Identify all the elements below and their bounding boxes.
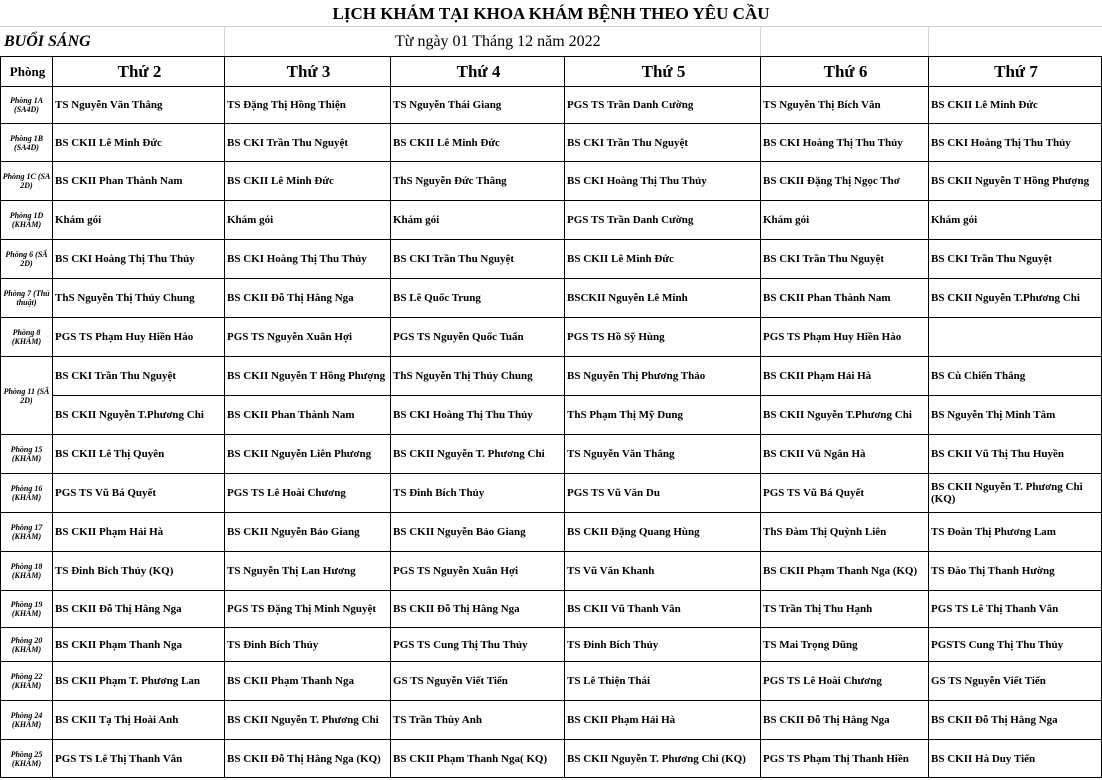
doctor-cell: ThS Phạm Thị Mỹ Dung — [565, 396, 761, 435]
doctor-cell: PGS TS Phạm Huy Hiền Hào — [53, 318, 225, 357]
table-row — [1, 396, 1102, 435]
doctor-cell: BS CKII Lê Minh Đức — [225, 162, 391, 201]
table-row — [1, 240, 1102, 279]
doctor-cell: BS CKII Phạm Thanh Nga( KQ) — [391, 740, 565, 778]
doctor-cell: Khám gói — [761, 201, 929, 240]
doctor-cell: BS CKI Hoàng Thị Thu Thủy — [761, 124, 929, 162]
doctor-cell: BS CKII Đỗ Thị Hằng Nga — [391, 591, 565, 628]
doctor-cell: BS CKII Nguyễn T.Phương Chi — [53, 396, 225, 435]
doctor-cell: PGS TS Trần Danh Cường — [565, 201, 761, 240]
doctor-cell: BS CKII Nguyễn T.Phương Chi — [761, 396, 929, 435]
doctor-cell: BS CKI Trần Thu Nguyệt — [53, 357, 225, 396]
doctor-cell: PGS TS Lê Hoài Chương — [225, 474, 391, 513]
doctor-cell: TS Nguyễn Văn Thắng — [565, 435, 761, 474]
room-label: Phòng 1B (SA4D) — [1, 124, 53, 162]
doctor-cell: BS CKII Đỗ Thị Hằng Nga — [225, 279, 391, 318]
doctor-cell: TS Trần Thùy Anh — [391, 701, 565, 740]
gridline — [928, 26, 929, 56]
room-label: Phòng 1A (SA4D) — [1, 87, 53, 124]
doctor-cell: BS CKI Hoàng Thị Thu Thủy — [225, 240, 391, 279]
table-row — [1, 591, 1102, 628]
doctor-cell: BS CKI Hoàng Thị Thu Thủy — [53, 240, 225, 279]
doctor-cell: TS Nguyễn Thái Giang — [391, 87, 565, 124]
doctor-cell: ThS Nguyễn Thị Thủy Chung — [391, 357, 565, 396]
doctor-cell: PGS TS Trần Danh Cường — [565, 87, 761, 124]
header-room: Phòng — [1, 57, 53, 87]
doctor-cell: TS Đinh Bích Thủy — [225, 628, 391, 662]
doctor-cell: BS CKII Đặng Thị Ngọc Thơ — [761, 162, 929, 201]
table-row — [1, 628, 1102, 662]
doctor-cell: Khám gói — [929, 201, 1102, 240]
doctor-cell: BS CKI Hoàng Thị Thu Thủy — [391, 396, 565, 435]
doctor-cell: BS CKII Nguyễn Bảo Giang — [391, 513, 565, 552]
doctor-cell: BS Cù Chiến Thắng — [929, 357, 1102, 396]
doctor-cell: TS Đinh Bích Thủy (KQ) — [53, 552, 225, 591]
doctor-cell: BS CKII Nguyễn T Hồng Phượng — [225, 357, 391, 396]
doctor-cell: BS CKII Vũ Thanh Vân — [565, 591, 761, 628]
doctor-cell: PGS TS Lê Thị Thanh Vân — [929, 591, 1102, 628]
doctor-cell: TS Vũ Văn Khanh — [565, 552, 761, 591]
room-label: Phòng 22 (KHÁM) — [1, 662, 53, 701]
doctor-cell: BS CKII Nguyễn Bảo Giang — [225, 513, 391, 552]
doctor-cell: Khám gói — [391, 201, 565, 240]
doctor-cell: PGS TS Vũ Văn Du — [565, 474, 761, 513]
doctor-cell: PGSTS Cung Thị Thu Thủy — [929, 628, 1102, 662]
doctor-cell: BS CKII Vũ Thị Thu Huyền — [929, 435, 1102, 474]
doctor-cell: BS CKII Phan Thành Nam — [53, 162, 225, 201]
header-row — [1, 57, 1102, 87]
doctor-cell: BS Lê Quốc Trung — [391, 279, 565, 318]
doctor-cell: BS CKII Nguyễn Liên Phương — [225, 435, 391, 474]
doctor-cell: BS CKII Nguyễn T. Phương Chi — [225, 701, 391, 740]
doctor-cell: TS Nguyễn Thị Bích Vân — [761, 87, 929, 124]
doctor-cell: TS Đặng Thị Hồng Thiện — [225, 87, 391, 124]
doctor-cell: GS TS Nguyễn Viết Tiến — [391, 662, 565, 701]
doctor-cell: BS CKI Hoàng Thị Thu Thủy — [565, 162, 761, 201]
doctor-cell: TS Đinh Bích Thủy — [565, 628, 761, 662]
header-day: Thứ 5 — [565, 57, 761, 87]
doctor-cell: ThS Đàm Thị Quỳnh Liên — [761, 513, 929, 552]
table-row — [1, 662, 1102, 701]
doctor-cell: BS CKII Phạm Hải Hà — [53, 513, 225, 552]
doctor-cell: Khám gói — [53, 201, 225, 240]
room-label: Phòng 17 (KHÁM) — [1, 513, 53, 552]
doctor-cell: TS Mai Trọng Dũng — [761, 628, 929, 662]
table-row — [1, 279, 1102, 318]
doctor-cell: BS CKII Lê Thị Quyên — [53, 435, 225, 474]
doctor-cell: TS Đào Thị Thanh Hường — [929, 552, 1102, 591]
room-label: Phòng 20 (KHÁM) — [1, 628, 53, 662]
table-row — [1, 435, 1102, 474]
doctor-cell: GS TS Nguyễn Viết Tiến — [929, 662, 1102, 701]
room-label: Phòng 16 (KHÁM) — [1, 474, 53, 513]
doctor-cell: PGS TS Vũ Bá Quyết — [761, 474, 929, 513]
doctor-cell: PGS TS Nguyễn Xuân Hợi — [391, 552, 565, 591]
room-label: Phòng 19 (KHÁM) — [1, 591, 53, 628]
doctor-cell: BS CKII Nguyễn T. Phương Chi (KQ) — [565, 740, 761, 778]
room-label: Phòng 7 (Thủ thuật) — [1, 279, 53, 318]
room-label: Phòng 24 (KHÁM) — [1, 701, 53, 740]
doctor-cell: PGS TS Lê Hoài Chương — [761, 662, 929, 701]
table-row — [1, 357, 1102, 396]
doctor-cell: BSCKII Nguyễn Lê Minh — [565, 279, 761, 318]
room-label: Phòng 8 (KHÁM) — [1, 318, 53, 357]
doctor-cell: PGS TS Hồ Sỹ Hùng — [565, 318, 761, 357]
doctor-cell: PGS TS Phạm Thị Thanh Hiền — [761, 740, 929, 778]
header-day: Thứ 4 — [391, 57, 565, 87]
doctor-cell: BS CKI Trần Thu Nguyệt — [761, 240, 929, 279]
doctor-cell: BS Nguyễn Thị Minh Tâm — [929, 396, 1102, 435]
doctor-cell: BS CKII Lê Minh Đức — [391, 124, 565, 162]
table-row — [1, 124, 1102, 162]
doctor-cell: TS Đoàn Thị Phương Lam — [929, 513, 1102, 552]
doctor-cell: ThS Nguyễn Thị Thủy Chung — [53, 279, 225, 318]
doctor-cell: PGS TS Lê Thị Thanh Vân — [53, 740, 225, 778]
doctor-cell: BS CKII Hà Duy Tiến — [929, 740, 1102, 778]
room-label: Phòng 1C (SA 2D) — [1, 162, 53, 201]
doctor-cell: BS CKII Phạm Hải Hà — [761, 357, 929, 396]
page-title: LỊCH KHÁM TẠI KHOA KHÁM BỆNH THEO YÊU CẦU — [332, 4, 770, 23]
doctor-cell: ThS Nguyễn Đức Thắng — [391, 162, 565, 201]
doctor-cell: BS CKII Lê Minh Đức — [565, 240, 761, 279]
doctor-cell: BS CKII Nguyễn T Hồng Phượng — [929, 162, 1102, 201]
table-row — [1, 201, 1102, 240]
doctor-cell: BS CKII Lê Minh Đức — [53, 124, 225, 162]
doctor-cell: PGS TS Nguyễn Quốc Tuấn — [391, 318, 565, 357]
doctor-cell: BS CKII Phan Thành Nam — [761, 279, 929, 318]
table-row — [1, 701, 1102, 740]
session-label: BUỔI SÁNG — [4, 33, 91, 50]
doctor-cell: PGS TS Phạm Huy Hiền Hào — [761, 318, 929, 357]
doctor-cell: BS CKII Nguyễn T. Phương Chi (KQ) — [929, 474, 1102, 513]
doctor-cell: BS CKII Vũ Ngân Hà — [761, 435, 929, 474]
doctor-cell: TS Nguyễn Văn Thắng — [53, 87, 225, 124]
room-label: Phòng 25 (KHÁM) — [1, 740, 53, 778]
table-row — [1, 513, 1102, 552]
doctor-cell: BS CKII Nguyễn T. Phương Chi — [391, 435, 565, 474]
doctor-cell: BS CKII Đỗ Thị Hằng Nga — [761, 701, 929, 740]
doctor-cell: TS Trần Thị Thu Hạnh — [761, 591, 929, 628]
table-row — [1, 474, 1102, 513]
doctor-cell: BS CKII Phạm T. Phương Lan — [53, 662, 225, 701]
doctor-cell: BS CKII Phạm Hải Hà — [565, 701, 761, 740]
table-row — [1, 318, 1102, 357]
doctor-cell: BS CKII Nguyễn T.Phương Chi — [929, 279, 1102, 318]
gridline — [224, 26, 225, 56]
doctor-cell: PGS TS Đặng Thị Minh Nguyệt — [225, 591, 391, 628]
doctor-cell: BS CKI Trần Thu Nguyệt — [225, 124, 391, 162]
doctor-cell: BS CKII Lê Minh Đức — [929, 87, 1102, 124]
table-row — [1, 87, 1102, 124]
room-label: Phòng 15 (KHÁM) — [1, 435, 53, 474]
gridline — [760, 26, 761, 56]
doctor-cell: BS CKI Trần Thu Nguyệt — [565, 124, 761, 162]
date-range: Từ ngày 01 Tháng 12 năm 2022 — [395, 33, 601, 50]
doctor-cell: TS Nguyễn Thị Lan Hương — [225, 552, 391, 591]
doctor-cell: TS Lê Thiện Thái — [565, 662, 761, 701]
table-row — [1, 552, 1102, 591]
room-label: Phòng 6 (SÂ 2D) — [1, 240, 53, 279]
doctor-cell: BS CKII Phan Thành Nam — [225, 396, 391, 435]
header-day: Thứ 6 — [761, 57, 929, 87]
doctor-cell: TS Đinh Bích Thủy — [391, 474, 565, 513]
doctor-cell: BS CKII Đặng Quang Hùng — [565, 513, 761, 552]
doctor-cell: BS CKII Đỗ Thị Hằng Nga — [929, 701, 1102, 740]
doctor-cell: PGS TS Vũ Bá Quyết — [53, 474, 225, 513]
doctor-cell: BS CKII Đỗ Thị Hằng Nga — [53, 591, 225, 628]
header-day: Thứ 2 — [53, 57, 225, 87]
doctor-cell: BS CKI Trần Thu Nguyệt — [929, 240, 1102, 279]
doctor-cell: BS CKII Phạm Thanh Nga (KQ) — [761, 552, 929, 591]
room-label: Phòng 1D (KHÁM) — [1, 201, 53, 240]
doctor-cell: BS CKII Phạm Thanh Nga — [225, 662, 391, 701]
doctor-cell: BS Nguyễn Thị Phương Thảo — [565, 357, 761, 396]
room-label: Phòng 11 (SÂ 2D) — [1, 357, 53, 435]
doctor-cell: BS CKI Hoàng Thị Thu Thủy — [929, 124, 1102, 162]
doctor-cell: BS CKII Phạm Thanh Nga — [53, 628, 225, 662]
schedule-table — [0, 56, 1102, 778]
table-row — [1, 740, 1102, 778]
doctor-cell: BS CKII Đỗ Thị Hằng Nga (KQ) — [225, 740, 391, 778]
table-row — [1, 162, 1102, 201]
room-label: Phòng 18 (KHÁM) — [1, 552, 53, 591]
doctor-cell: PGS TS Cung Thị Thu Thủy — [391, 628, 565, 662]
doctor-cell: BS CKII Tạ Thị Hoài Anh — [53, 701, 225, 740]
doctor-cell: Khám gói — [225, 201, 391, 240]
doctor-cell: PGS TS Nguyễn Xuân Hợi — [225, 318, 391, 357]
header-day: Thứ 7 — [929, 57, 1102, 87]
header-day: Thứ 3 — [225, 57, 391, 87]
doctor-cell — [929, 318, 1102, 357]
doctor-cell: BS CKI Trần Thu Nguyệt — [391, 240, 565, 279]
